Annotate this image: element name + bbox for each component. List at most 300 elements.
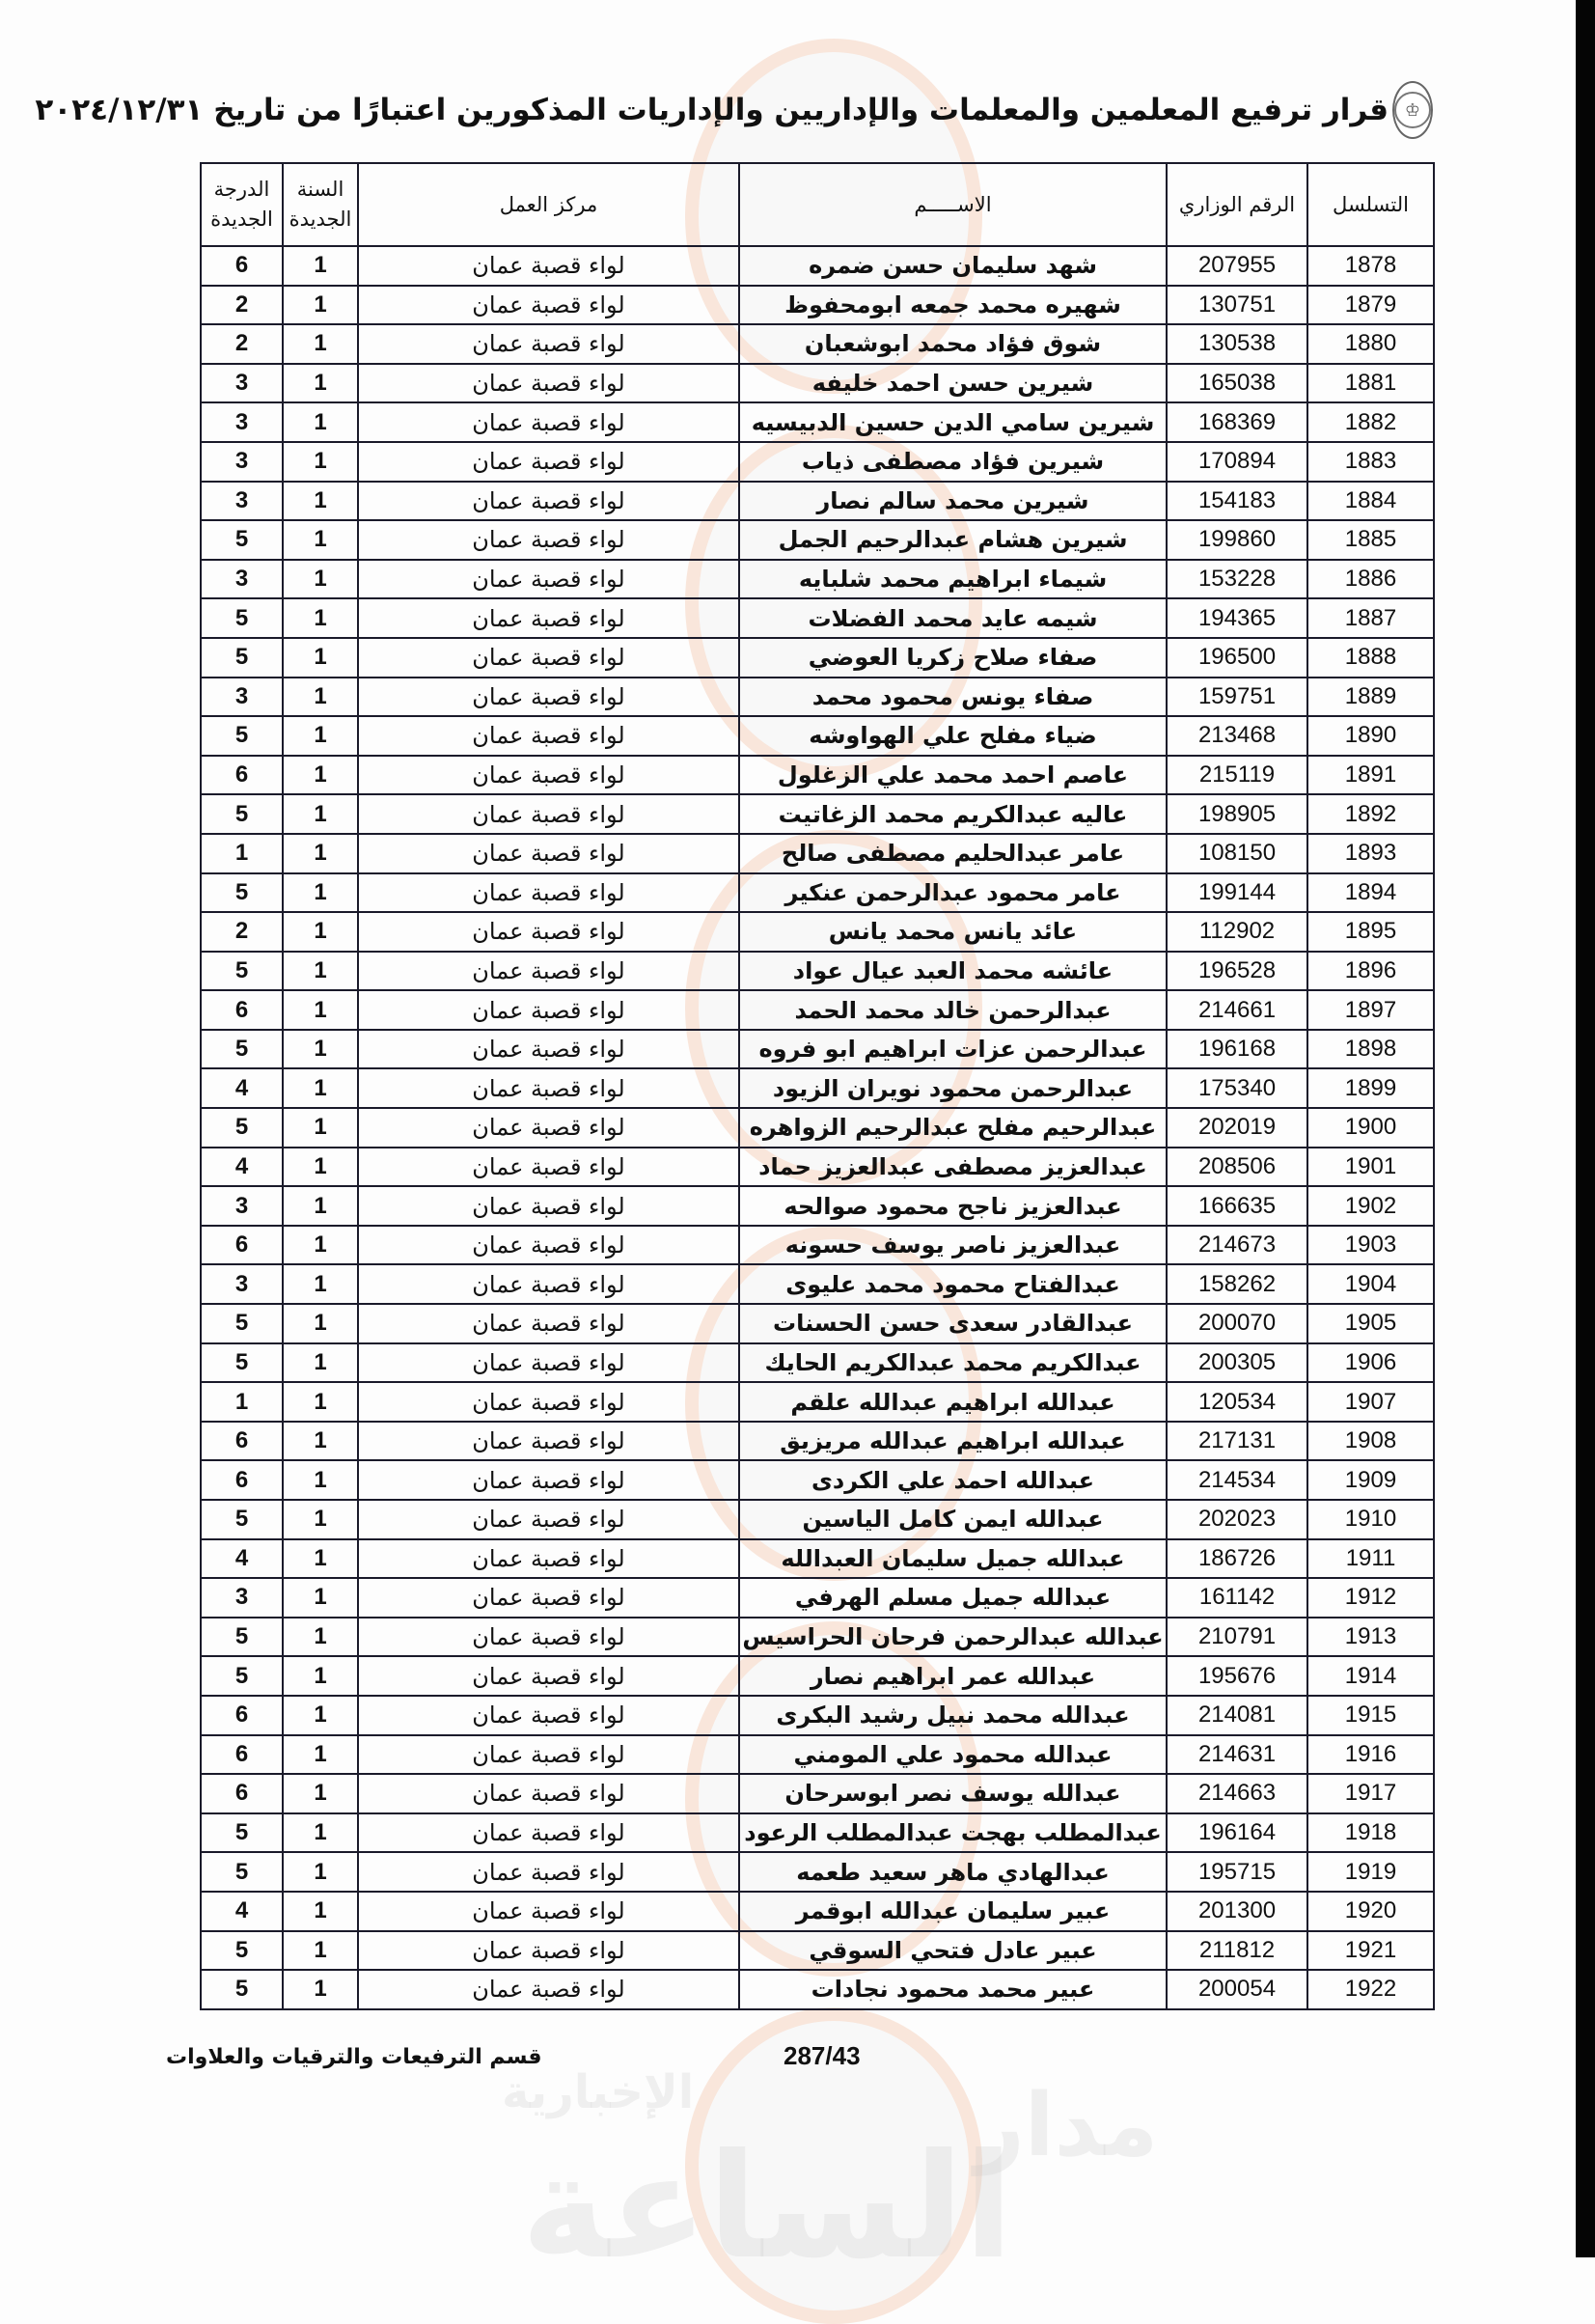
cell-name: عبدالله ايمن كامل الياسين bbox=[739, 1500, 1167, 1539]
cell-name: عبدالمطلب بهجت عبدالمطلب الرعود bbox=[739, 1813, 1167, 1853]
cell-name: عبير سليمان عبدالله ابوقمر bbox=[739, 1892, 1167, 1931]
cell-ministry-id: 207955 bbox=[1167, 246, 1307, 286]
promotions-table bbox=[200, 162, 1435, 2010]
watermark-brand-text: مدار bbox=[975, 2075, 1159, 2176]
cell-name: عبير محمد محمود نجادات bbox=[739, 1970, 1167, 2009]
cell-ministry-id: 175340 bbox=[1167, 1068, 1307, 1108]
header-seq: التسلسل bbox=[1307, 163, 1434, 246]
cell-workplace: لواء قصبة عمان bbox=[358, 1696, 739, 1735]
cell-name: شهيره محمد جمعه ابومحفوظ bbox=[739, 286, 1167, 325]
cell-workplace: لواء قصبة عمان bbox=[358, 952, 739, 991]
cell-ministry-id: 186726 bbox=[1167, 1539, 1307, 1579]
cell-workplace: لواء قصبة عمان bbox=[358, 1148, 739, 1187]
cell-ministry-id: 108150 bbox=[1167, 834, 1307, 873]
cell-new-grade: 6 bbox=[201, 990, 283, 1030]
cell-seq: 1897 bbox=[1307, 990, 1434, 1030]
cell-new-year: 1 bbox=[283, 873, 358, 913]
watermark-brand-big: الساعة bbox=[521, 2123, 1014, 2291]
cell-seq: 1908 bbox=[1307, 1422, 1434, 1461]
cell-new-grade: 5 bbox=[201, 1500, 283, 1539]
table-row bbox=[201, 1735, 1434, 1775]
scan-edge-border bbox=[1576, 0, 1595, 2257]
header-ministry-id: الرقم الوزاري bbox=[1167, 163, 1307, 246]
cell-name: عامر عبدالحليم مصطفى صالح bbox=[739, 834, 1167, 873]
cell-new-grade: 6 bbox=[201, 1422, 283, 1461]
table-row bbox=[201, 1148, 1434, 1187]
table-row bbox=[201, 1226, 1434, 1265]
cell-workplace: لواء قصبة عمان bbox=[358, 990, 739, 1030]
table-row bbox=[201, 990, 1434, 1030]
table-row bbox=[201, 1813, 1434, 1853]
table-row bbox=[201, 560, 1434, 599]
cell-new-grade: 5 bbox=[201, 952, 283, 991]
cell-seq: 1878 bbox=[1307, 246, 1434, 286]
cell-new-year: 1 bbox=[283, 1382, 358, 1422]
cell-new-grade: 3 bbox=[201, 442, 283, 482]
cell-seq: 1895 bbox=[1307, 912, 1434, 952]
cell-seq: 1881 bbox=[1307, 364, 1434, 403]
table-row bbox=[201, 1343, 1434, 1383]
cell-new-grade: 5 bbox=[201, 1030, 283, 1069]
cell-ministry-id: 170894 bbox=[1167, 442, 1307, 482]
watermark-brand-sub: الإخبارية bbox=[502, 2065, 695, 2119]
cell-new-year: 1 bbox=[283, 402, 358, 442]
table-row bbox=[201, 286, 1434, 325]
cell-name: عبدالله ابراهيم عبدالله علقم bbox=[739, 1382, 1167, 1422]
cell-seq: 1911 bbox=[1307, 1539, 1434, 1579]
cell-ministry-id: 211812 bbox=[1167, 1931, 1307, 1971]
cell-new-year: 1 bbox=[283, 1343, 358, 1383]
cell-new-grade: 5 bbox=[201, 1813, 283, 1853]
cell-new-year: 1 bbox=[283, 246, 358, 286]
cell-name: عاليه عبدالكريم محمد الزغاتيت bbox=[739, 794, 1167, 834]
cell-seq: 1901 bbox=[1307, 1148, 1434, 1187]
table-row bbox=[201, 402, 1434, 442]
cell-seq: 1920 bbox=[1307, 1892, 1434, 1931]
page-number: 287/43 bbox=[784, 2041, 861, 2070]
cell-ministry-id: 196168 bbox=[1167, 1030, 1307, 1069]
cell-workplace: لواء قصبة عمان bbox=[358, 678, 739, 717]
cell-new-grade: 5 bbox=[201, 1656, 283, 1696]
cell-seq: 1910 bbox=[1307, 1500, 1434, 1539]
cell-new-grade: 4 bbox=[201, 1892, 283, 1931]
cell-name: شهد سليمان حسن ضمره bbox=[739, 246, 1167, 286]
cell-workplace: لواء قصبة عمان bbox=[358, 1264, 739, 1304]
table-row bbox=[201, 1030, 1434, 1069]
cell-workplace: لواء قصبة عمان bbox=[358, 246, 739, 286]
table-row bbox=[201, 1696, 1434, 1735]
cell-new-grade: 6 bbox=[201, 756, 283, 795]
cell-ministry-id: 215119 bbox=[1167, 756, 1307, 795]
cell-ministry-id: 208506 bbox=[1167, 1148, 1307, 1187]
cell-new-year: 1 bbox=[283, 990, 358, 1030]
cell-new-year: 1 bbox=[283, 286, 358, 325]
cell-new-grade: 5 bbox=[201, 598, 283, 638]
table-row bbox=[201, 364, 1434, 403]
cell-name: عبدالعزيز ناصر يوسف حسونه bbox=[739, 1226, 1167, 1265]
table-row bbox=[201, 1500, 1434, 1539]
cell-new-grade: 6 bbox=[201, 246, 283, 286]
cell-name: عبدالهادي ماهر سعيد طعمه bbox=[739, 1852, 1167, 1892]
cell-new-grade: 5 bbox=[201, 638, 283, 678]
table-row bbox=[201, 1460, 1434, 1500]
cell-ministry-id: 214661 bbox=[1167, 990, 1307, 1030]
cell-seq: 1882 bbox=[1307, 402, 1434, 442]
cell-new-year: 1 bbox=[283, 442, 358, 482]
cell-ministry-id: 196528 bbox=[1167, 952, 1307, 991]
cell-name: عبدالله احمد علي الكردى bbox=[739, 1460, 1167, 1500]
cell-new-year: 1 bbox=[283, 1892, 358, 1931]
cell-seq: 1906 bbox=[1307, 1343, 1434, 1383]
cell-new-year: 1 bbox=[283, 598, 358, 638]
header-new-grade: الدرجة الجديدة bbox=[201, 163, 283, 246]
cell-seq: 1907 bbox=[1307, 1382, 1434, 1422]
cell-workplace: لواء قصبة عمان bbox=[358, 638, 739, 678]
header-name: الاســـــم bbox=[739, 163, 1167, 246]
cell-new-grade: 4 bbox=[201, 1539, 283, 1579]
cell-workplace: لواء قصبة عمان bbox=[358, 1226, 739, 1265]
cell-name: عائد يانس محمد يانس bbox=[739, 912, 1167, 952]
cell-new-grade: 5 bbox=[201, 1931, 283, 1971]
department-name: قسم الترفيعات والترقيات والعلاوات bbox=[166, 2045, 542, 2069]
document-header bbox=[35, 81, 1433, 139]
cell-workplace: لواء قصبة عمان bbox=[358, 1460, 739, 1500]
cell-new-grade: 3 bbox=[201, 1578, 283, 1618]
cell-name: ضياء مفلح علي الهواوشه bbox=[739, 716, 1167, 756]
table-row bbox=[201, 834, 1434, 873]
cell-new-year: 1 bbox=[283, 364, 358, 403]
cell-workplace: لواء قصبة عمان bbox=[358, 1852, 739, 1892]
cell-new-grade: 1 bbox=[201, 834, 283, 873]
cell-ministry-id: 130751 bbox=[1167, 286, 1307, 325]
cell-new-grade: 3 bbox=[201, 364, 283, 403]
table-row bbox=[201, 1068, 1434, 1108]
cell-new-grade: 5 bbox=[201, 1108, 283, 1148]
cell-ministry-id: 213468 bbox=[1167, 716, 1307, 756]
cell-ministry-id: 214081 bbox=[1167, 1696, 1307, 1735]
table-row bbox=[201, 1382, 1434, 1422]
cell-new-grade: 3 bbox=[201, 560, 283, 599]
cell-new-year: 1 bbox=[283, 1539, 358, 1579]
cell-name: شيرين محمد سالم نصار bbox=[739, 482, 1167, 521]
cell-seq: 1903 bbox=[1307, 1226, 1434, 1265]
table-row bbox=[201, 952, 1434, 991]
cell-new-grade: 5 bbox=[201, 1618, 283, 1657]
cell-workplace: لواء قصبة عمان bbox=[358, 324, 739, 364]
cell-new-grade: 3 bbox=[201, 1264, 283, 1304]
cell-new-year: 1 bbox=[283, 794, 358, 834]
cell-name: عبدالله ابراهيم عبدالله مريزيق bbox=[739, 1422, 1167, 1461]
cell-new-year: 1 bbox=[283, 1578, 358, 1618]
cell-workplace: لواء قصبة عمان bbox=[358, 1422, 739, 1461]
table-row bbox=[201, 598, 1434, 638]
cell-new-year: 1 bbox=[283, 1068, 358, 1108]
cell-new-grade: 3 bbox=[201, 678, 283, 717]
cell-seq: 1921 bbox=[1307, 1931, 1434, 1971]
cell-new-grade: 6 bbox=[201, 1460, 283, 1500]
cell-new-year: 1 bbox=[283, 324, 358, 364]
table-row bbox=[201, 1618, 1434, 1657]
cell-seq: 1919 bbox=[1307, 1852, 1434, 1892]
cell-workplace: لواء قصبة عمان bbox=[358, 1030, 739, 1069]
table-row bbox=[201, 482, 1434, 521]
cell-new-grade: 5 bbox=[201, 520, 283, 560]
cell-seq: 1879 bbox=[1307, 286, 1434, 325]
cell-name: صفاء يونس محمود محمد bbox=[739, 678, 1167, 717]
cell-seq: 1890 bbox=[1307, 716, 1434, 756]
cell-workplace: لواء قصبة عمان bbox=[358, 834, 739, 873]
cell-new-grade: 5 bbox=[201, 1343, 283, 1383]
cell-ministry-id: 195676 bbox=[1167, 1656, 1307, 1696]
cell-ministry-id: 202023 bbox=[1167, 1500, 1307, 1539]
cell-new-grade: 5 bbox=[201, 1852, 283, 1892]
cell-new-year: 1 bbox=[283, 1264, 358, 1304]
header-new-year: السنة الجديدة bbox=[283, 163, 358, 246]
cell-workplace: لواء قصبة عمان bbox=[358, 1382, 739, 1422]
cell-ministry-id: 200305 bbox=[1167, 1343, 1307, 1383]
cell-workplace: لواء قصبة عمان bbox=[358, 873, 739, 913]
cell-seq: 1902 bbox=[1307, 1186, 1434, 1226]
cell-workplace: لواء قصبة عمان bbox=[358, 1931, 739, 1971]
cell-new-year: 1 bbox=[283, 716, 358, 756]
cell-seq: 1918 bbox=[1307, 1813, 1434, 1853]
cell-seq: 1904 bbox=[1307, 1264, 1434, 1304]
cell-workplace: لواء قصبة عمان bbox=[358, 1735, 739, 1775]
cell-new-year: 1 bbox=[283, 1970, 358, 2009]
cell-name: عبدالعزيز ناجح محمود صوالحه bbox=[739, 1186, 1167, 1226]
cell-new-year: 1 bbox=[283, 952, 358, 991]
cell-name: شيماء ابراهيم محمد شلبايه bbox=[739, 560, 1167, 599]
cell-name: شوق فؤاد محمد ابوشعبان bbox=[739, 324, 1167, 364]
cell-ministry-id: 120534 bbox=[1167, 1382, 1307, 1422]
cell-workplace: لواء قصبة عمان bbox=[358, 1892, 739, 1931]
cell-name: عبدالله محمود علي المومني bbox=[739, 1735, 1167, 1775]
cell-new-grade: 1 bbox=[201, 1382, 283, 1422]
table-row bbox=[201, 1264, 1434, 1304]
cell-workplace: لواء قصبة عمان bbox=[358, 1539, 739, 1579]
cell-new-year: 1 bbox=[283, 1030, 358, 1069]
cell-new-year: 1 bbox=[283, 1813, 358, 1853]
cell-new-grade: 3 bbox=[201, 482, 283, 521]
cell-workplace: لواء قصبة عمان bbox=[358, 1108, 739, 1148]
table-row bbox=[201, 520, 1434, 560]
cell-name: عبدالله جميل مسلم الهرفي bbox=[739, 1578, 1167, 1618]
cell-new-year: 1 bbox=[283, 1186, 358, 1226]
cell-ministry-id: 198905 bbox=[1167, 794, 1307, 834]
table-row bbox=[201, 1304, 1434, 1343]
table-row bbox=[201, 873, 1434, 913]
cell-name: صفاء صلاح زكريا العوضي bbox=[739, 638, 1167, 678]
cell-new-year: 1 bbox=[283, 1696, 358, 1735]
cell-seq: 1896 bbox=[1307, 952, 1434, 991]
cell-ministry-id: 158262 bbox=[1167, 1264, 1307, 1304]
cell-ministry-id: 153228 bbox=[1167, 560, 1307, 599]
cell-new-year: 1 bbox=[283, 1304, 358, 1343]
cell-name: عبدالكريم محمد عبدالكريم الحايك bbox=[739, 1343, 1167, 1383]
table-row bbox=[201, 678, 1434, 717]
table-row bbox=[201, 1656, 1434, 1696]
cell-new-year: 1 bbox=[283, 1735, 358, 1775]
cell-name: شيرين هشام عبدالرحيم الجمل bbox=[739, 520, 1167, 560]
cell-seq: 1914 bbox=[1307, 1656, 1434, 1696]
cell-new-grade: 3 bbox=[201, 402, 283, 442]
cell-seq: 1899 bbox=[1307, 1068, 1434, 1108]
cell-seq: 1900 bbox=[1307, 1108, 1434, 1148]
cell-new-grade: 2 bbox=[201, 324, 283, 364]
cell-ministry-id: 202019 bbox=[1167, 1108, 1307, 1148]
cell-name: شيرين حسن احمد خليفه bbox=[739, 364, 1167, 403]
cell-new-year: 1 bbox=[283, 520, 358, 560]
cell-name: عبدالرحمن محمود نويران الزيود bbox=[739, 1068, 1167, 1108]
cell-new-grade: 5 bbox=[201, 716, 283, 756]
cell-workplace: لواء قصبة عمان bbox=[358, 286, 739, 325]
cell-new-year: 1 bbox=[283, 1852, 358, 1892]
cell-new-year: 1 bbox=[283, 1656, 358, 1696]
cell-seq: 1883 bbox=[1307, 442, 1434, 482]
cell-new-year: 1 bbox=[283, 912, 358, 952]
cell-ministry-id: 199144 bbox=[1167, 873, 1307, 913]
cell-seq: 1887 bbox=[1307, 598, 1434, 638]
table-row bbox=[201, 1970, 1434, 2009]
cell-name: عبدالله جميل سليمان العبدالله bbox=[739, 1539, 1167, 1579]
cell-name: شيمه عايد محمد الفضلات bbox=[739, 598, 1167, 638]
table-row bbox=[201, 324, 1434, 364]
table-row bbox=[201, 1852, 1434, 1892]
cell-seq: 1892 bbox=[1307, 794, 1434, 834]
cell-seq: 1886 bbox=[1307, 560, 1434, 599]
cell-name: عاصم احمد محمد علي الزغلول bbox=[739, 756, 1167, 795]
cell-name: عائشه محمد العبد عيال عواد bbox=[739, 952, 1167, 991]
cell-new-grade: 5 bbox=[201, 873, 283, 913]
cell-ministry-id: 195715 bbox=[1167, 1852, 1307, 1892]
table-row bbox=[201, 1186, 1434, 1226]
cell-workplace: لواء قصبة عمان bbox=[358, 794, 739, 834]
cell-new-year: 1 bbox=[283, 678, 358, 717]
table-row bbox=[201, 716, 1434, 756]
cell-workplace: لواء قصبة عمان bbox=[358, 520, 739, 560]
cell-name: عبدالله يوسف نصر ابوسرحان bbox=[739, 1774, 1167, 1813]
cell-new-year: 1 bbox=[283, 1108, 358, 1148]
cell-new-grade: 2 bbox=[201, 912, 283, 952]
cell-ministry-id: 199860 bbox=[1167, 520, 1307, 560]
crown-icon: ♔ bbox=[1394, 92, 1431, 128]
cell-new-year: 1 bbox=[283, 1931, 358, 1971]
cell-workplace: لواء قصبة عمان bbox=[358, 716, 739, 756]
cell-new-grade: 5 bbox=[201, 794, 283, 834]
cell-new-year: 1 bbox=[283, 1226, 358, 1265]
cell-seq: 1909 bbox=[1307, 1460, 1434, 1500]
cell-seq: 1880 bbox=[1307, 324, 1434, 364]
cell-workplace: لواء قصبة عمان bbox=[358, 1068, 739, 1108]
cell-name: عبدالرحمن عزات ابراهيم ابو فروه bbox=[739, 1030, 1167, 1069]
cell-new-year: 1 bbox=[283, 756, 358, 795]
table-row bbox=[201, 246, 1434, 286]
cell-workplace: لواء قصبة عمان bbox=[358, 1618, 739, 1657]
table-row bbox=[201, 1774, 1434, 1813]
table-row bbox=[201, 756, 1434, 795]
cell-new-year: 1 bbox=[283, 1774, 358, 1813]
cell-seq: 1916 bbox=[1307, 1735, 1434, 1775]
table-row bbox=[201, 912, 1434, 952]
header-workplace: مركز العمل bbox=[358, 163, 739, 246]
cell-ministry-id: 217131 bbox=[1167, 1422, 1307, 1461]
cell-name: عبدالرحمن خالد محمد الحمد bbox=[739, 990, 1167, 1030]
table-header-row bbox=[201, 163, 1434, 246]
cell-seq: 1905 bbox=[1307, 1304, 1434, 1343]
cell-ministry-id: 112902 bbox=[1167, 912, 1307, 952]
cell-new-grade: 2 bbox=[201, 286, 283, 325]
cell-new-grade: 4 bbox=[201, 1148, 283, 1187]
cell-name: عبدالقادر سعدى حسن الحسنات bbox=[739, 1304, 1167, 1343]
cell-workplace: لواء قصبة عمان bbox=[358, 1656, 739, 1696]
cell-new-grade: 5 bbox=[201, 1304, 283, 1343]
ministry-emblem-icon bbox=[1392, 81, 1433, 139]
cell-seq: 1894 bbox=[1307, 873, 1434, 913]
cell-ministry-id: 200054 bbox=[1167, 1970, 1307, 2009]
cell-ministry-id: 196164 bbox=[1167, 1813, 1307, 1853]
cell-new-year: 1 bbox=[283, 1422, 358, 1461]
cell-ministry-id: 168369 bbox=[1167, 402, 1307, 442]
cell-workplace: لواء قصبة عمان bbox=[358, 1500, 739, 1539]
cell-new-grade: 3 bbox=[201, 1186, 283, 1226]
table-row bbox=[201, 1892, 1434, 1931]
cell-name: عبدالفتاح محمود محمد عليوى bbox=[739, 1264, 1167, 1304]
cell-workplace: لواء قصبة عمان bbox=[358, 482, 739, 521]
cell-new-grade: 5 bbox=[201, 1970, 283, 2009]
cell-name: شيرين فؤاد مصطفى ذياب bbox=[739, 442, 1167, 482]
cell-name: عبدالرحيم مفلح عبدالرحيم الزواهره bbox=[739, 1108, 1167, 1148]
cell-ministry-id: 196500 bbox=[1167, 638, 1307, 678]
cell-new-year: 1 bbox=[283, 1500, 358, 1539]
cell-workplace: لواء قصبة عمان bbox=[358, 1813, 739, 1853]
table-body bbox=[201, 246, 1434, 2009]
cell-ministry-id: 194365 bbox=[1167, 598, 1307, 638]
cell-new-year: 1 bbox=[283, 1618, 358, 1657]
cell-seq: 1922 bbox=[1307, 1970, 1434, 2009]
table-row bbox=[201, 1539, 1434, 1579]
cell-workplace: لواء قصبة عمان bbox=[358, 912, 739, 952]
cell-name: عبدالله عبدالرحمن فرحان الحراسيس bbox=[739, 1618, 1167, 1657]
cell-new-year: 1 bbox=[283, 482, 358, 521]
cell-ministry-id: 165038 bbox=[1167, 364, 1307, 403]
table-row bbox=[201, 1108, 1434, 1148]
cell-seq: 1888 bbox=[1307, 638, 1434, 678]
cell-ministry-id: 161142 bbox=[1167, 1578, 1307, 1618]
cell-name: عامر محمود عبدالرحمن عنكير bbox=[739, 873, 1167, 913]
cell-workplace: لواء قصبة عمان bbox=[358, 402, 739, 442]
cell-workplace: لواء قصبة عمان bbox=[358, 1970, 739, 2009]
cell-ministry-id: 214534 bbox=[1167, 1460, 1307, 1500]
table-row bbox=[201, 638, 1434, 678]
cell-seq: 1898 bbox=[1307, 1030, 1434, 1069]
cell-ministry-id: 200070 bbox=[1167, 1304, 1307, 1343]
cell-name: عبدالله محمد نبيل رشيد البكرى bbox=[739, 1696, 1167, 1735]
table-row bbox=[201, 1931, 1434, 1971]
cell-workplace: لواء قصبة عمان bbox=[358, 1578, 739, 1618]
cell-workplace: لواء قصبة عمان bbox=[358, 1343, 739, 1383]
cell-seq: 1884 bbox=[1307, 482, 1434, 521]
cell-new-grade: 6 bbox=[201, 1774, 283, 1813]
table-row bbox=[201, 794, 1434, 834]
cell-ministry-id: 214631 bbox=[1167, 1735, 1307, 1775]
cell-new-grade: 6 bbox=[201, 1226, 283, 1265]
cell-new-grade: 6 bbox=[201, 1696, 283, 1735]
cell-ministry-id: 166635 bbox=[1167, 1186, 1307, 1226]
cell-seq: 1891 bbox=[1307, 756, 1434, 795]
cell-workplace: لواء قصبة عمان bbox=[358, 598, 739, 638]
cell-workplace: لواء قصبة عمان bbox=[358, 364, 739, 403]
cell-workplace: لواء قصبة عمان bbox=[358, 1304, 739, 1343]
